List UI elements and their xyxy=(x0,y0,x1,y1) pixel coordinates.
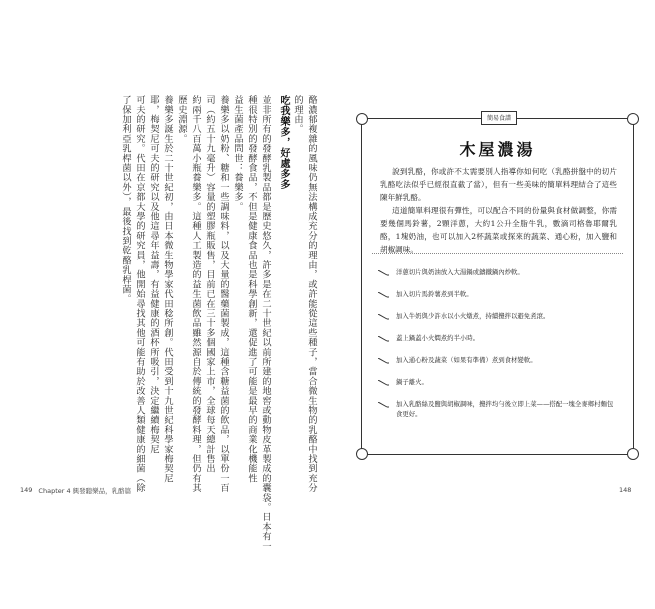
intro-paragraph: 說到乳酪，你或許不太需要別人指導你如何吃（乳酪拼盤中的切片乳酪吃法似乎已經很直截了當），但有一些美味的簡單料理結合了這些陳年鮮乳酪。 xyxy=(380,167,617,202)
step-bullet-icon xyxy=(378,380,389,386)
text-column: 並非所有的發酵乳製品都是歷史悠久，許多是在二十世紀以前所建的地窖或動物皮革製成的囊袋。日本有一 xyxy=(260,95,271,551)
running-chapter-title: Chapter 4 興發聽樂品，乳酪篇 xyxy=(38,487,132,495)
step-text: 鍋子離火。 xyxy=(396,378,428,386)
step-text: 加入牛奶與少許水以小火燉煮，持續攪拌以避免煮滾。 xyxy=(396,312,550,320)
step-bullet-icon xyxy=(378,314,389,320)
step-bullet-icon xyxy=(378,402,389,408)
step-bullet-icon xyxy=(378,358,389,364)
text-column: 司（約五十九毫升）容量的塑膠瓶販售，目前已在三十多個國家上市，全球每天總計售出 xyxy=(204,95,215,474)
intro-paragraph: 這道簡單料理很有彈性，可以配合不同的份量與食材做調整，你需要幾個馬鈴薯，2顆洋蔥，大約1公升全脂牛乳，數滴司格魯耶爾乳酪，1塊奶油，也可以加入2杯蔬菜或探來的蔬菜、通心粉，加入鹽和胡椒調味。 xyxy=(380,206,617,254)
section-heading: 吃我樂多，好處多多 xyxy=(278,95,289,190)
recipe-step xyxy=(378,333,619,343)
text-column: 養樂多以奶粉、糖和一些調味料，以及大量的醫藥菌製成，這種含糖益菌的飲品，以單份一百 xyxy=(218,95,229,493)
recipe-steps xyxy=(378,267,619,431)
step-text: 蓋上鍋蓋小火燜煮約半小時。 xyxy=(396,334,480,342)
page-number: 149 xyxy=(20,486,33,494)
text-column: 的理由。 xyxy=(292,95,303,134)
recipe-step xyxy=(378,311,619,321)
recipe-step xyxy=(378,267,619,277)
recipe-step xyxy=(378,289,619,299)
text-column: 耶，梅契尼可夫的研究以及他這尋年益壽，有益健康的酒杯所吸引，決定繼續梅契尼 xyxy=(148,95,159,454)
text-column: 約兩千八百萬小瓶養樂多。這種人工製造的益生菌飲品雖然源自於傳統的發酵料理，但仍有其 xyxy=(190,95,201,493)
text-column: 種很特別的發酵食品，不但是健康食品也是科學創新，還促進了可能是最早的商業化機能性 xyxy=(246,95,257,483)
recipe-title: 木屋濃湯 xyxy=(459,140,536,159)
step-bullet-icon xyxy=(378,270,389,276)
step-text: 洋蔥切片與奶油放入大湯鍋或鑄鐵鍋內炒軟。 xyxy=(396,268,524,276)
step-bullet-icon xyxy=(378,292,389,298)
left-page-footer xyxy=(20,486,131,495)
dotted-divider xyxy=(372,253,623,254)
recipe-step xyxy=(378,377,619,387)
text-column: 益生菌產品問世：養樂多。 xyxy=(232,95,243,212)
recipe-intro xyxy=(380,165,617,256)
text-column: 了保加利亞乳桿菌以外），最後找到乾酪乳桿菌。 xyxy=(120,95,131,304)
recipe-tag: 簡易食譜 xyxy=(481,111,517,125)
recipe-step xyxy=(378,355,619,365)
recipe-step xyxy=(378,399,619,419)
step-text: 加入乳酪絲及鹽與胡椒調味，攪拌均勻後立即上菜——搭配一塊全麥鄉村麵包食更好。 xyxy=(396,400,614,418)
right-page-footer xyxy=(619,486,631,494)
text-column: 酪濃郁複雜的風味仍無法構成充分的理由，或許能從這些種子，當合微生物的乳酪中找到充分 xyxy=(306,95,317,493)
step-text: 加入通心粉及蔬菜（如果有準備）煮到食材變軟。 xyxy=(396,356,537,364)
recipe-card xyxy=(361,115,634,455)
text-column: 養樂多誕生於二十世紀初，由日本微生物學家代田稔所創。代田受到十九世紀科學家梅契尼 xyxy=(162,95,173,483)
page-number: 148 xyxy=(619,486,632,494)
card-corner-ornament xyxy=(356,448,368,460)
step-bullet-icon xyxy=(378,336,389,342)
text-column: 可夫的研究。代田在京都大學的研究員，他開始尋找其他可能有助於改善人類健康的細菌（除 xyxy=(134,95,145,493)
card-corner-ornament xyxy=(627,448,639,460)
text-column: 歷史淵源。 xyxy=(176,95,187,144)
step-text: 加入切片馬鈴薯煮到半軟。 xyxy=(396,290,473,298)
